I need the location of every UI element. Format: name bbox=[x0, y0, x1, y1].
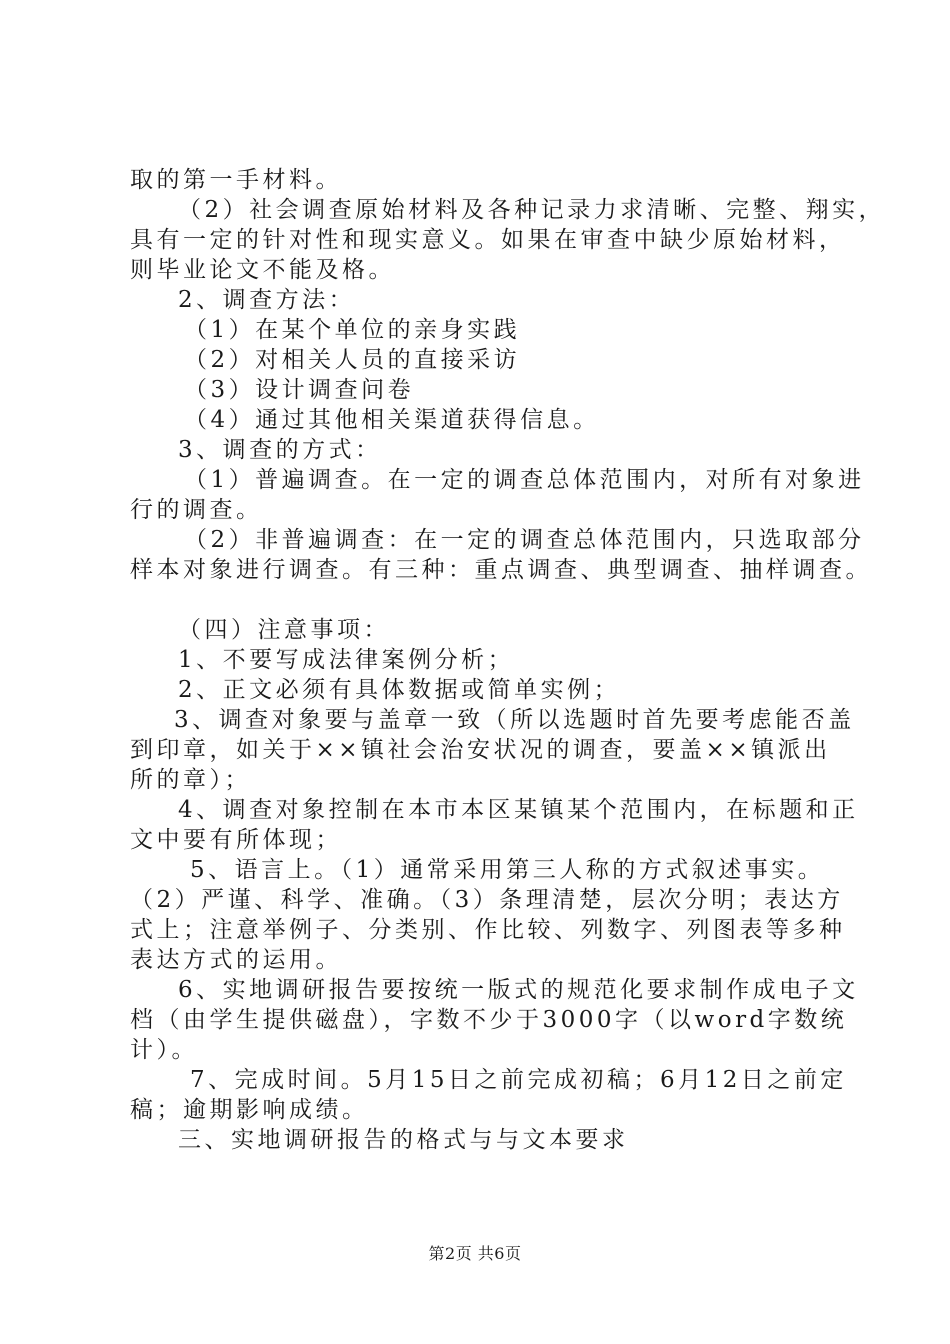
paragraph-line: 文中要有所体现； bbox=[130, 827, 342, 853]
list-item: （4）通过其他相关渠道获得信息。 bbox=[184, 407, 600, 433]
list-item: 3、调查对象要与盖章一致（所以选题时首先要考虑能否盖 bbox=[174, 707, 855, 733]
document-body bbox=[130, 165, 886, 1155]
paragraph-line: 样本对象进行调查。有三种：重点调查、典型调查、抽样调查。 bbox=[130, 557, 872, 583]
list-item: （3）设计调查问卷 bbox=[184, 377, 415, 403]
list-item: 5、语言上。（1）通常采用第三人称的方式叙述事实。 bbox=[190, 857, 825, 883]
paragraph-line: （2）社会调查原始材料及各种记录力求清晰、完整、翔实， bbox=[178, 197, 886, 223]
paragraph-line: 则毕业论文不能及格。 bbox=[130, 257, 395, 283]
paragraph-line: 取的第一手材料。 bbox=[130, 167, 342, 193]
paragraph-line: （1）普遍调查。在一定的调查总体范围内，对所有对象进 bbox=[184, 467, 865, 493]
section-heading: 3、调查的方式： bbox=[178, 437, 382, 463]
blank-line bbox=[130, 585, 850, 615]
list-item: 6、实地调研报告要按统一版式的规范化要求制作成电子文 bbox=[178, 977, 859, 1003]
paragraph-line: 到印章，如关于××镇社会治安状况的调查，要盖××镇派出 bbox=[130, 737, 831, 763]
list-item: 7、完成时间。5月15日之前完成初稿；6月12日之前定 bbox=[190, 1067, 847, 1093]
paragraph-line: 档（由学生提供磁盘），字数不少于3000字（以word字数统 bbox=[130, 1007, 848, 1033]
paragraph-line: 所的章）； bbox=[130, 767, 251, 793]
section-heading: 2、调查方法： bbox=[178, 287, 356, 313]
paragraph-line: （2）严谨、科学、准确。（3）条理清楚，层次分明；表达方 bbox=[130, 887, 844, 913]
list-item: 1、不要写成法律案例分析； bbox=[178, 647, 515, 673]
paragraph-line: 计）。 bbox=[130, 1037, 198, 1063]
paragraph-line: 表达方式的运用。 bbox=[130, 947, 342, 973]
list-item: 2、正文必须有具体数据或简单实例； bbox=[178, 677, 621, 703]
section-heading: 三、实地调研报告的格式与与文本要求 bbox=[178, 1127, 629, 1153]
paragraph-line: 稿；逾期影响成绩。 bbox=[130, 1097, 369, 1123]
paragraph-line: 行的调查。 bbox=[130, 497, 263, 523]
list-item: （2）对相关人员的直接采访 bbox=[184, 347, 521, 373]
list-item: （1）在某个单位的亲身实践 bbox=[184, 317, 521, 343]
paragraph-line: 式上；注意举例子、分类别、作比较、列数字、列图表等多种 bbox=[130, 917, 846, 943]
section-heading: （四）注意事项： bbox=[178, 617, 390, 643]
paragraph-line: 具有一定的针对性和现实意义。如果在审查中缺少原始材料， bbox=[130, 227, 846, 253]
list-item: 4、调查对象控制在本市本区某镇某个范围内，在标题和正 bbox=[178, 797, 859, 823]
page-number-footer: 第2页 共6页 bbox=[428, 1244, 522, 1263]
paragraph-line: （2）非普遍调查：在一定的调查总体范围内，只选取部分 bbox=[184, 527, 865, 553]
